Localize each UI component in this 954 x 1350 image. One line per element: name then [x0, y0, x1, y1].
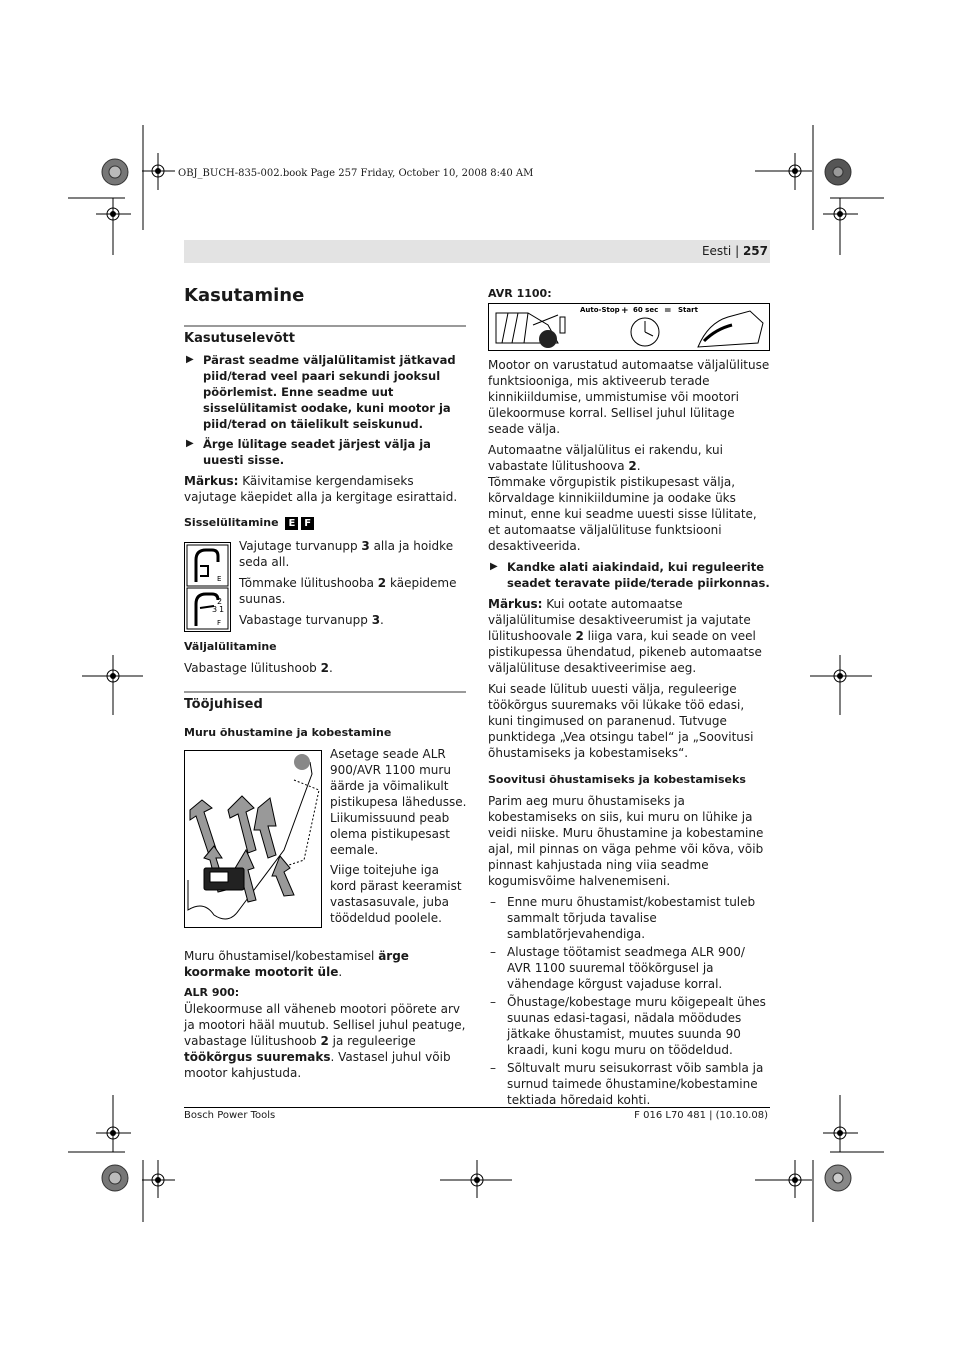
avr-note-paragraph: Märkus: Kui ootate automaatse väljalülitumise desaktiveerumist ja vajutate lülitushoovale 2 liiga vara, kui seade on veel pistikupessa ühendatud, pikeneb automaatse väljalülituse desaktiveerimise aeg. — [488, 597, 762, 675]
figure-ref-e: E — [285, 517, 298, 530]
section-kasutuselevott-body — [184, 352, 466, 505]
footer-rule — [184, 1107, 770, 1108]
bullet-triangle-icon: ▶ — [490, 561, 498, 572]
warning-bullet: ▶ Pärast seadme väljalülitamist jätkavad piid/terad veel paari sekundi jooksul pöörlemist. Enne seadme uut sisselülitamist oodake, kuni mootor ja piid/terad on täielikult seiskunud. — [186, 353, 456, 431]
aeration-pattern-figure — [184, 750, 322, 928]
aeration-instructions — [330, 746, 467, 926]
tip-item: – Õhustage/kobestage muru kõigepealt ühes suunas edasi-tagasi, nädala möödudes jätkake õhustamist, muutes suunda 90 kraadi, kuni kogu muru on töödeldud. — [490, 995, 766, 1057]
avr-1100-body — [488, 357, 770, 761]
footer-brand: Bosch Power Tools — [184, 1110, 276, 1121]
fig-60sec-label: 60 sec — [633, 306, 659, 314]
alr-900-heading: ALR 900: — [184, 986, 240, 999]
auto-stop-figure — [488, 303, 770, 351]
section-heading-toojuhised: Tööjuhised — [184, 697, 263, 712]
switch-off-heading: Väljalülitamine — [184, 640, 277, 653]
print-job-info: OBJ_BUCH-835-002.book Page 257 Friday, October 10, 2008 8:40 AM — [178, 168, 534, 179]
fig-label-f: F — [217, 619, 222, 627]
header-bar — [184, 240, 770, 263]
avr-paragraph-3: Tõmmake võrgupistik pistikupesast välja, kõrvaldage kinnikiildumine ja oodake üks minut, enne kui seadme uuesti sisse lülitate, et automaatse väljalülituse funktsiooni desaktiveerida. — [488, 475, 757, 553]
footer-doc-id: F 016 L70 481 | (10.10.08) — [634, 1110, 768, 1121]
figure-ref-f: F — [301, 517, 314, 530]
switch-on-heading: Sisselülitamine E F — [184, 516, 314, 530]
section-rule — [184, 325, 466, 327]
warning-bullet: ▶ Kandke alati aiakindaid, kui reguleerite seadet teravate piide/terade piirkonnas. — [490, 560, 770, 590]
fig-num-2: 2 — [217, 597, 223, 606]
page-number: 257 — [742, 244, 768, 258]
switch-on-steps — [239, 538, 466, 628]
section-heading-kasutuselevott: Kasutuselevõtt — [184, 331, 295, 346]
switch-off-text: Vabastage lülitushoob 2. — [184, 661, 333, 675]
fig-label-e: E — [217, 575, 222, 583]
fig-auto-stop-label: Auto-Stop — [580, 306, 620, 314]
tip-item: – Alustage töötamist seadmega ALR 900/ AVR 1100 suuremal töökõrgusel ja vähendage kõrgust vajaduse korral. — [490, 945, 745, 991]
tips-body — [488, 793, 770, 1108]
page-title: Kasutamine — [184, 285, 305, 306]
fig-num-1: 1 — [219, 605, 225, 614]
tips-intro: Parim aeg muru õhustamiseks ja kobestamiseks on siis, kui muru on lühike ja veidi niiske. Muru õhustamine ja kobestamine ajal, mil pinnas on väga pehme või kõva, võib pinnast kahjustada ning viia seadme kogumisvõime halvenemiseni. — [488, 794, 764, 888]
overload-paragraph: Muru õhustamisel/kobestamisel ärge koormake mootorit üle. — [184, 949, 409, 979]
fig-num-3: 3 — [212, 605, 218, 614]
bullet-triangle-icon: ▶ — [186, 438, 194, 449]
bullet-triangle-icon: ▶ — [186, 354, 194, 365]
alr-900-text: Ülekoormuse all väheneb mootori pöörete arv ja mootori hääl muutub. Sellisel juhul peatuge, vabastage lülitushoob 2 ja reguleerige töökõrgus suuremaks. Vastasel juhul võib mootor kahjustuda. — [184, 1002, 466, 1080]
aeration-paragraph-2: Viige toitejuhe iga kord pärast keeramist vastasasuvale, juba töödeldud poolele. — [330, 863, 462, 925]
tip-item: – Enne muru õhustamist/kobestamist tuleb sammalt tõrjuda tavalise samblatõrjevahendiga. — [490, 895, 756, 941]
section-rule — [184, 691, 466, 693]
avr-paragraph-4: Kui seade lülitub uuesti välja, reguleerige töökõrgus suuremaks või lükake töö edasi, kuni tingimused on paranenud. Tutvuge punktidega „Vea otsingu tabel“ ja „Soovitusi õhustamiseks ja kobestamiseks“. — [488, 682, 754, 760]
fig-equals-sign: = — [664, 306, 672, 316]
note-paragraph: Märkus: Käivitamise kergendamiseks vajutage käepidet alla ja kergitage esirattaid. — [184, 474, 458, 504]
header-separator: | — [735, 244, 740, 258]
avr-paragraph-1: Mootor on varustatud automaatse väljalülituse funktsiooniga, mis aktiveerub terade kinnikiildumise, ummistumise või mootori ülekoormuse korral. Sellisel juhul lülitage seade välja. — [488, 358, 770, 436]
avr-paragraph-2: Automaatne väljalülitus ei rakendu, kui vabastate lülitushoova 2. — [488, 443, 723, 473]
fig-start-label: Start — [678, 306, 698, 314]
aeration-paragraph-1: Asetage seade ALR 900/AVR 1100 muru äärde ja võimalikult pistikupesa lähedusse. Liikumissuund peab olema pistikupesast eemale. — [330, 747, 467, 857]
switch-on-step-3: Vabastage turvanupp 3. — [239, 613, 384, 627]
warning-bullet: ▶ Ärge lülitage seadet järjest välja ja uuesti sisse. — [186, 437, 431, 467]
switch-on-step-2: Tõmmake lülitushooba 2 käepideme suunas. — [239, 576, 457, 606]
tip-item: – Sõltuvalt muru seisukorrast võib sambla ja surnud taimede õhustamine/kobestamine tektiada hõredaid kohti. — [490, 1061, 764, 1107]
header-language: Eesti — [701, 244, 732, 258]
avr-1100-heading: AVR 1100: — [488, 287, 552, 300]
running-header — [702, 244, 768, 258]
switch-handle-figure — [184, 542, 231, 632]
aeration-heading: Muru õhustamine ja kobestamine — [184, 726, 392, 739]
switch-on-step-1: Vajutage turvanupp 3 alla ja hoidke seda all. — [239, 539, 454, 569]
fig-plus-sign: + — [621, 306, 629, 316]
tips-heading: Soovitusi õhustamiseks ja kobestamiseks — [488, 773, 746, 786]
